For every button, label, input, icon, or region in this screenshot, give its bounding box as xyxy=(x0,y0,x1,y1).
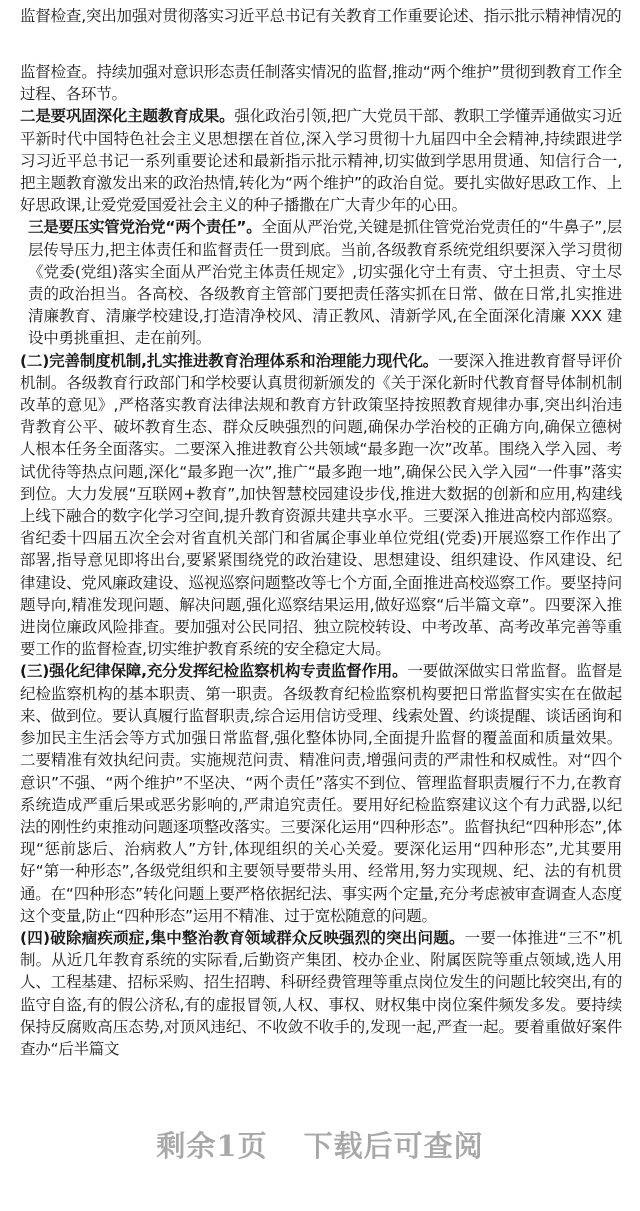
paragraph-text: 强化政治引领,把广大党员干部、教职工学懂弄通做实习近平新时代中国特色社会主义思想摆在首位,深入学习贯彻十九届四中全会精神,持续跟进学习习近平总书记一系列重要论述和最新指示批示精神,切实做到学思用贯通、知信行合一,把主题教育激发出来的政治热情,转化为“两个维护”的政治自觉。要扎实做好思政工作、上好思政课,让爱党爱国爱社会主义的种子播撒在广大青少年的心田。 xyxy=(20,107,622,215)
paragraph-heading: 二是要巩固深化主题教育成果。 xyxy=(20,107,235,126)
paragraph-text: 监督检查。持续加强对意识形态责任制落实情况的监督,推动“两个维护”贯彻到教育工作全过程、各环节。 xyxy=(20,63,622,104)
paragraph-text: 一要深入推进教育督导评价机制。各级教育行政部门和学校要认真贯彻新颁发的《关于深化新时代教育督导体制机制改革的意见》,严格落实教育法律法规和教育方针政策坚持按照教育规律办事,突出纠治违背教育公平、破坏教育生态、群众反映强烈的问题,确保办学治校的正确方向,确保立德树人根本任务全面落实。二要深入推进教育公共领域“最多跑一次”改革。围绕入学入园、考试优待等热点问题,深化“最多跑一次”,推广“最多跑一地”,确保公民入学入园“一件事”落实到位。大力发展“互联网+教育”,加快智慧校园建设步伐,推进大数据的创新和应用,构建线上线下融合的数字化学习空间,提升教育资源共建共享水平。三要深入推进高校内部巡察。省纪委十四届五次全会对省直机关部门和省属企事业单位党组(党委)开展巡察工作作出了部署,指导意见即将出台,要紧紧围绕党的政治建设、思想建设、组织建设、作风建设、纪律建设、党风廉政建设、巡视巡察问题整改等七个方面,全面推进高校巡察工作。要坚持问题导向,精准发现问题、解决问题,强化巡察结果运用,做好巡察“后半篇文章”。四要深入推进岗位廉政风险排查。要加强对公民同招、独立院校转设、中考改革、高考改革完善等重要工作的监督检查,切实维护教育系统的安全稳定大局。 xyxy=(20,351,622,659)
paragraph-6 xyxy=(20,927,622,1060)
paragraph-heading: (四)破除痼疾顽症,集中整治教育领域群众反映强烈的突出问题。 xyxy=(20,928,465,947)
remaining-pages-label: 剩余1页 xyxy=(156,1129,268,1163)
paragraph-1 xyxy=(20,61,622,105)
paragraph-heading: 三是要压实管党治党“两个责任”。 xyxy=(28,218,262,237)
paragraph-text: 一要做深做实日常监督。监督是纪检监察机构的基本职责、第一职责。各级教育纪检监察机构要把日常监督实实在在做起来、做到位。要认真履行监督职责,综合运用信访受理、线索处置、约谈提醒、谈话函询和参加民主生活会等方式加强日常监督,强化整体协同,全面提升监督的覆盖面和质量效果。二要精准有效执纪问责。实施规范问责、精准问责,增强问责的严肃性和权威性。对“四个意识”不强、“两个维护”不坚决、“两个责任”落实不到位、管理监督职责履行不力,在教育系统造成严重后果或恶劣影响的,严肃追究责任。要用好纪检监察建议这个有力武器,以纪法的刚性约束推动问题逐项整改落实。三要深化运用“四种形态”。监督执纪“四种形态”,体现“惩前毖后、治病救人”方针,体现组织的关心关爱。要深化运用“四种形态”,尤其要用好“第一种形态”,各级党组织和主要领导要带头用、经常用,努力实现规、纪、法的有机贯通。在“四种形态”转化问题上要严格依据纪法、事实两个定量,充分考虑被审查调查人态度这个变量,防止“四种形态”运用不精准、过于宽松随意的问题。 xyxy=(20,662,622,925)
paragraph-heading: (二)完善制度机制,扎实推进教育治理体系和治理能力现代化。 xyxy=(20,351,439,370)
download-to-view-label[interactable]: 下载后可查阅 xyxy=(303,1129,484,1163)
download-prompt[interactable] xyxy=(0,1124,640,1165)
paragraph-text: 全面从严治党,关键是抓住管党治党责任的“牛鼻子”,层层传导压力,把主体责任和监督责任一贯到底。当前,各级教育系统党组织要深入学习贯彻《党委(党组)落实全面从严治党主体责任规定》,切实强化守土有责、守土担责、守土尽责的政治担当。各高校、各级教育主管部门要把责任落实抓在日常、做在日常,扎实推进清廉教育、清廉学校建设,打造清净校风、清正教风、清新学风,在全面深化清廉 XXX 建设中勇挑重担、走在前列。 xyxy=(28,218,622,348)
document-top-line: 监督检查,突出加强对贯彻落实习近平总书记有关教育工作重要论述、指示批示精神情况的 xyxy=(20,7,622,25)
paragraph-5 xyxy=(20,660,622,926)
paragraph-3 xyxy=(20,216,622,349)
paragraph-2 xyxy=(20,105,622,216)
document-body xyxy=(20,61,622,1060)
paragraph-heading: (三)强化纪律保障,充分发挥纪检监察机构专责监督作用。 xyxy=(20,662,408,681)
paragraph-text: 一要一体推进“三不”机制。从近几年教育系统的实际看,后勤资产集团、校办企业、附属医院等重点领域,选人用人、工程基建、招标采购、招生招聘、科研经费管理等重点岗位发生的问题比较突出,有的监守自盗,有的假公济私,有的虚报冒领,人权、事权、财权集中岗位案件频发多发。要持续保持反腐败高压态势,对顶风违纪、不收敛不收手的,发现一起,严查一起。要着重做好案件查办“后半篇文 xyxy=(20,928,622,1058)
paragraph-4 xyxy=(20,350,622,661)
